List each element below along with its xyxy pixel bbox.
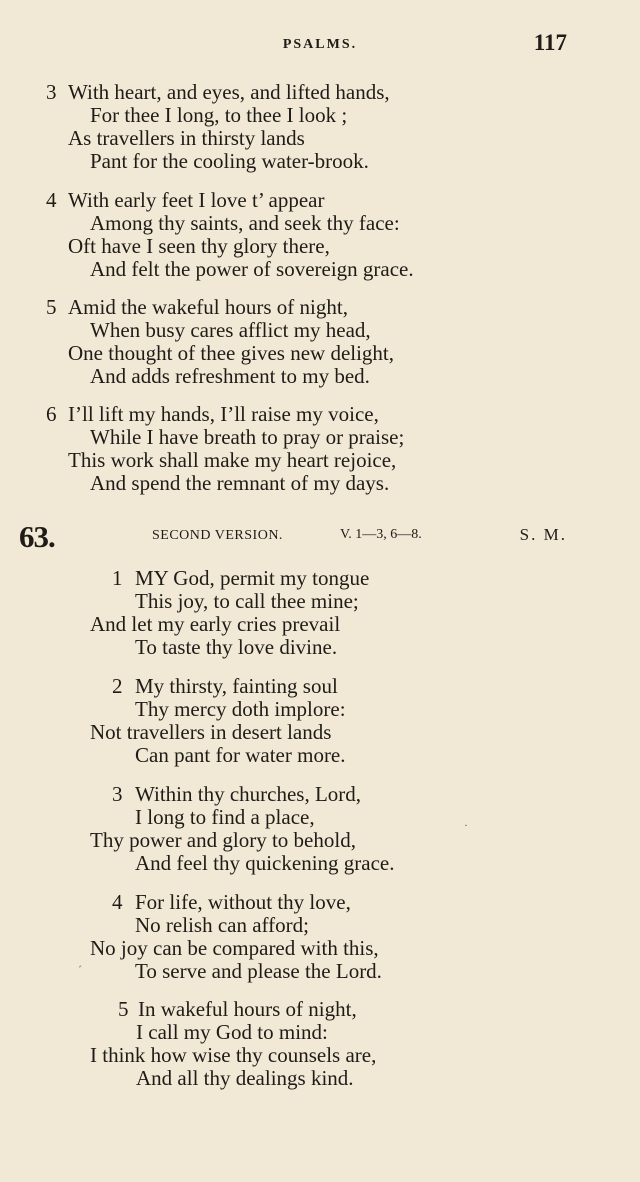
verse-line: Among thy saints, and seek thy face: [90,211,400,235]
verse-line: This joy, to call thee mine; [135,589,359,613]
verse-line: I’ll lift my hands, I’ll raise my voice, [68,402,379,426]
verse-line: And adds refreshment to my bed. [90,364,370,388]
verse-line: And feel thy quickening grace. [135,851,395,875]
verse-line: Within thy churches, Lord, [135,782,362,806]
verse-line: Not travellers in desert lands [90,720,332,744]
stanza-number: 5 [46,295,57,319]
ink-speck: · [464,818,468,832]
verse-line: To taste thy love divine. [135,635,338,659]
version-title: SECOND VERSION. [152,528,283,543]
hymn-number: 63. [19,519,55,554]
verse-line: With heart, and eyes, and lifted hands, [68,80,390,104]
verse-line: Can pant for water more. [135,743,346,767]
verse-line: I call my God to mind: [136,1020,328,1044]
stanza-number: 2 [112,674,123,698]
stanza-number: 5 [118,997,129,1021]
verse-line: This work shall make my heart rejoice, [68,448,397,472]
verse-line: In wakeful hours of night, [138,997,357,1021]
verse-line: One thought of thee gives new delight, [68,341,395,365]
verse-line: For life, without thy love, [135,890,351,914]
stanza-number: 3 [112,782,123,806]
verse-line: With early feet I love t’ appear [68,188,325,212]
verse-line: I think how wise thy counsels are, [90,1043,377,1067]
stanza-number: 3 [46,80,57,104]
verse-line: MY God, permit my tongue [135,566,370,590]
verses-reference: V. 1—3, 6—8. [340,527,422,542]
verse-line: Oft have I seen thy glory there, [68,234,330,258]
stanza-number: 6 [46,402,57,426]
verse-line: As travellers in thirsty lands [68,126,305,150]
stanza-number: 4 [46,188,57,212]
verse-line: Thy mercy doth implore: [135,697,346,721]
verse-line: And spend the remnant of my days. [90,471,390,495]
verse-line: I long to find a place, [135,805,315,829]
ink-speck: ´ [78,963,82,977]
verse-line: When busy cares afflict my head, [90,318,371,342]
stanza-number: 4 [112,890,123,914]
verse-line: For thee I long, to thee I look ; [90,103,348,127]
verse-line: And felt the power of sovereign grace. [90,257,414,281]
verse-line: And all thy dealings kind. [136,1066,354,1090]
metre-label: S. M. [519,525,567,544]
verse-line: Pant for the cooling water-brook. [90,149,369,173]
verse-line: Amid the wakeful hours of night, [68,295,348,319]
stanza-number: 1 [112,566,123,590]
page-number: 117 [533,30,567,55]
verse-line: No relish can afford; [135,913,309,937]
verse-line: To serve and please the Lord. [135,959,382,983]
verse-line: And let my early cries prevail [90,612,341,636]
verse-line: My thirsty, fainting soul [135,674,338,698]
verse-line: No joy can be compared with this, [90,936,379,960]
running-title: PSALMS. [282,37,358,52]
verse-line: Thy power and glory to behold, [90,828,356,852]
verse-line: While I have breath to pray or praise; [90,425,405,449]
